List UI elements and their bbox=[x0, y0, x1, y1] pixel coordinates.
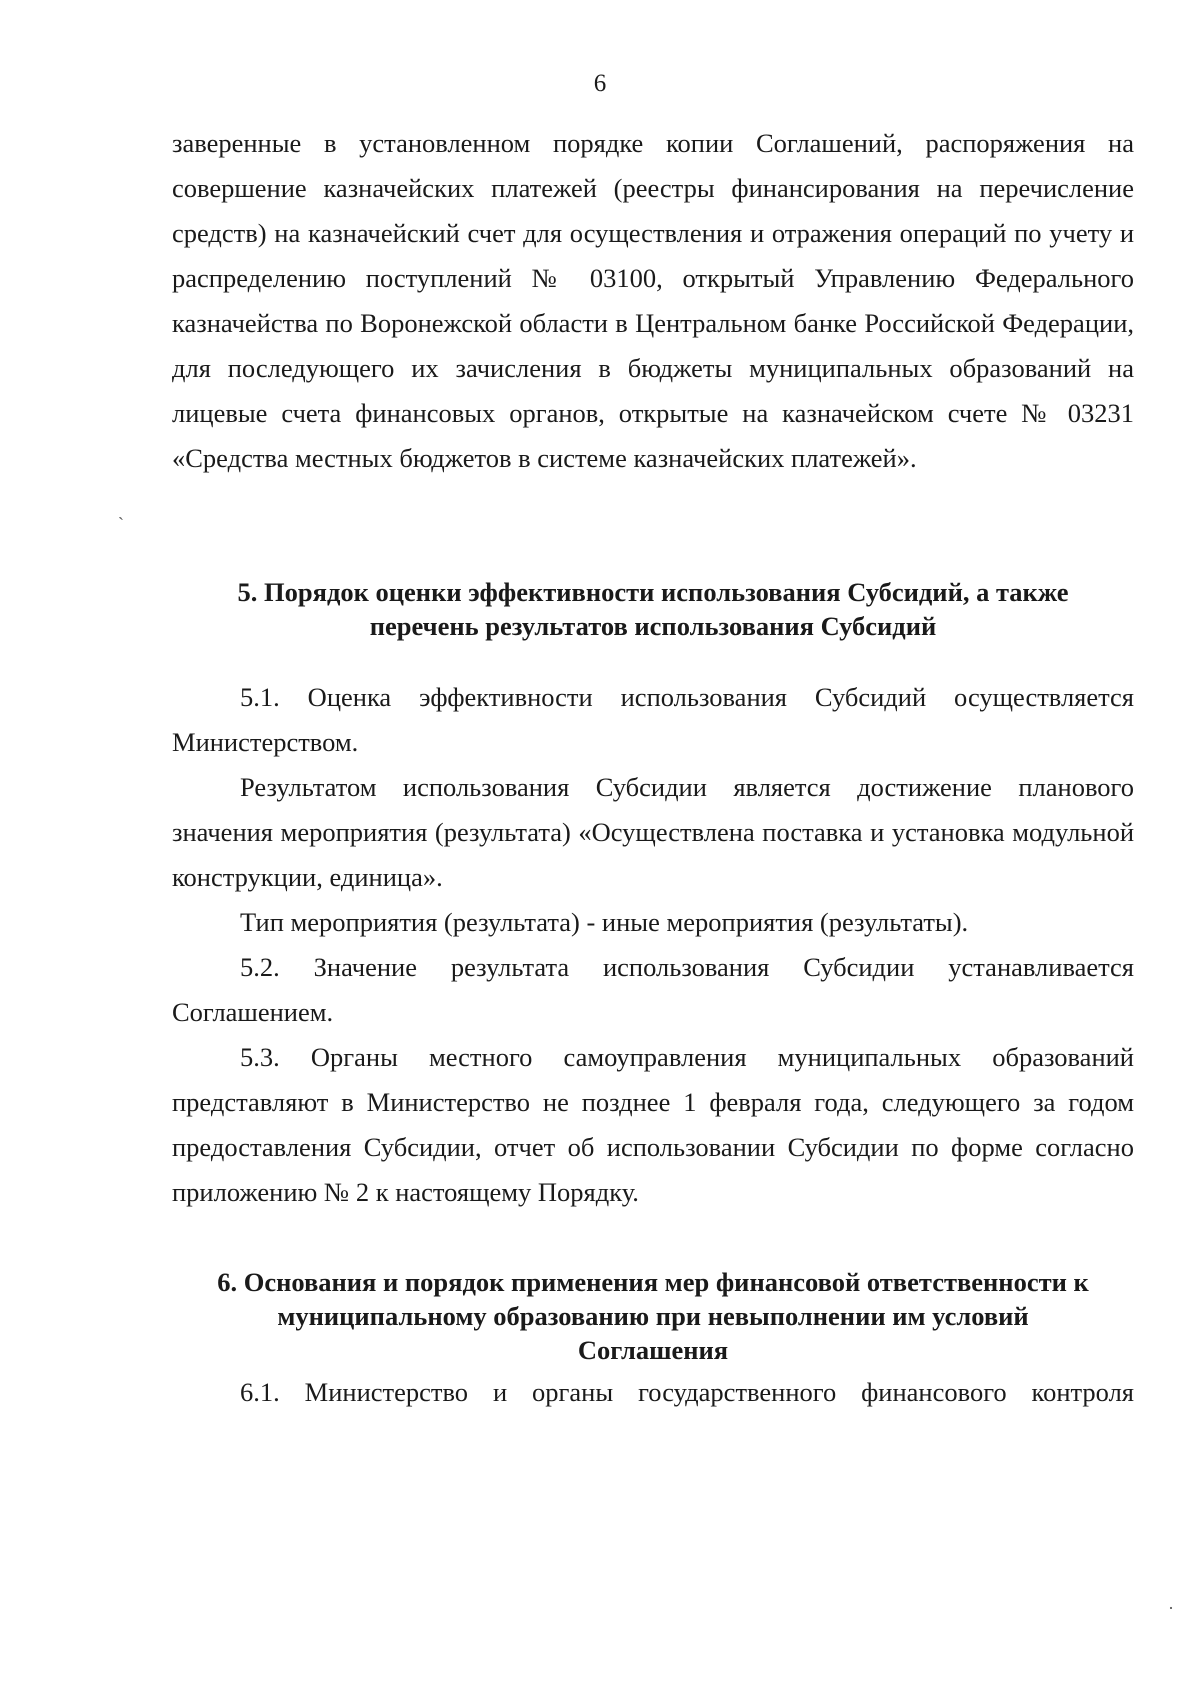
paragraph-result: Результатом использования Субсидии является достижение планового значения мероприятия (результата) «Осуществлена поставка и установка модульной конструкции, единица». bbox=[172, 772, 1134, 892]
margin-mark: ˏ bbox=[118, 500, 124, 520]
intro-paragraph: заверенные в установленном порядке копии Соглашений, распоряжения на совершение казначейских платежей (реестры финансирования на перечисление средств) на казначейский счет для осуществления и отражения операций по учету и распределению поступлений № 03100, открытый Управлению Федерального казначейства по Воронежской области в Центральном банке Российской Федерации, для последующего их зачисления в бюджеты муниципальных образований на лицевые счета финансовых органов, открытые на казначейском счете № 03231 «Средства местных бюджетов в системе казначейских платежей». bbox=[172, 128, 1134, 473]
margin-mark: · bbox=[1168, 1598, 1174, 1618]
paragraph-5-2: 5.2. Значение результата использования Субсидии устанавливается Соглашением. bbox=[172, 952, 1134, 1027]
section5-heading bbox=[172, 575, 1134, 643]
paragraph-6-1: 6.1. Министерство и органы государственного финансового контроля bbox=[240, 1377, 1134, 1407]
section5-body bbox=[172, 675, 1134, 1215]
section6-heading-line2: муниципальному образованию при невыполнении им условий bbox=[277, 1301, 1029, 1331]
section6-heading-line1: 6. Основания и порядок применения мер финансовой ответственности к bbox=[217, 1267, 1089, 1297]
page-number: 6 bbox=[593, 70, 607, 97]
intro-block bbox=[172, 121, 1134, 481]
section6-body bbox=[172, 1370, 1134, 1415]
section6-heading bbox=[172, 1265, 1134, 1367]
section6-heading-line3: Соглашения bbox=[577, 1335, 729, 1365]
paragraph-result-type: Тип мероприятия (результата) - иные мероприятия (результаты). bbox=[240, 907, 969, 937]
paragraph-5-1: 5.1. Оценка эффективности использования Субсидий осуществляется Министерством. bbox=[172, 682, 1134, 757]
paragraph-5-3: 5.3. Органы местного самоуправления муниципальных образований представляют в Министерство не позднее 1 февраля года, следующего за годом предоставления Субсидии, отчет об использовании Субсидии по форме согласно приложению № 2 к настоящему Порядку. bbox=[172, 1042, 1134, 1207]
section5-heading-line2: перечень результатов использования Субсидий bbox=[369, 611, 937, 641]
section5-heading-line1: 5. Порядок оценки эффективности использования Субсидий, а также bbox=[237, 577, 1069, 607]
